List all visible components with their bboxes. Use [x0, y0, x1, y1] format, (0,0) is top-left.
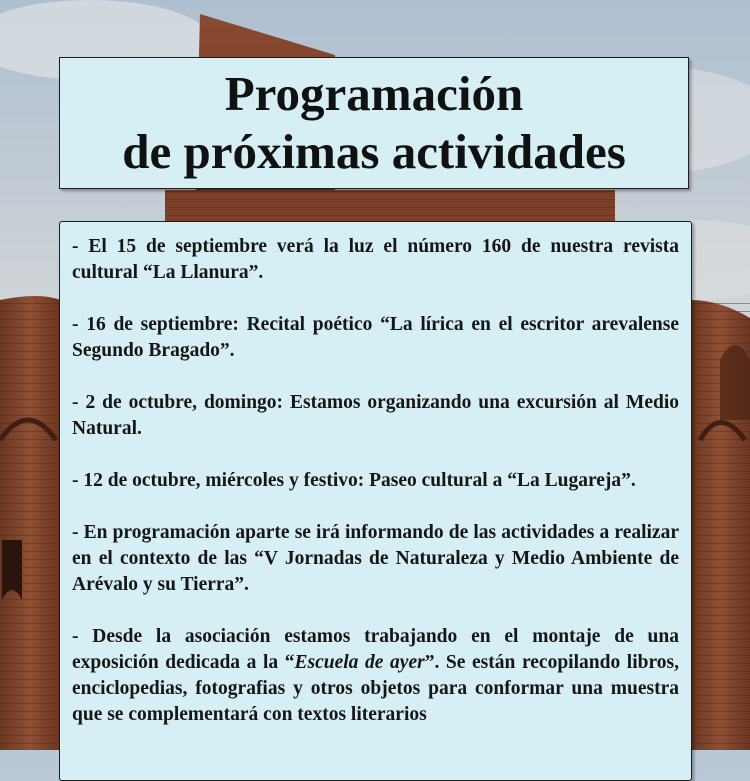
- activity-item: - En programación aparte se irá informando de las actividades a realizar en el contexto de las “V Jornadas de Naturaleza y Medio Ambiente de Arévalo y su Tierra”.: [72, 522, 679, 595]
- activity-text: - Desde la asociación estamos trabajando en el montaje de una exposición dedicada a la “: [72, 626, 679, 673]
- activity-item: - El 15 de septiembre verá la luz el número 160 de nuestra revista cultural “La Llanura”.: [72, 236, 679, 283]
- activity-item: - 12 de octubre, miércoles y festivo: Paseo cultural a “La Lugareja”.: [72, 470, 636, 491]
- activities-list: [59, 221, 692, 781]
- page-title-line-2: de próximas actividades: [122, 124, 626, 179]
- activity-text: ”. Se están recopilando libros, enciclopedias, fotografias y otros objetos para conformar una muestra que se complementará con textos literarios: [72, 652, 679, 725]
- page-title-line-1: Programación: [224, 66, 524, 121]
- activity-item: - 16 de septiembre: Recital poético “La lírica en el escritor arevalense Segundo Bragado”.: [72, 314, 679, 361]
- title-banner: [59, 57, 689, 189]
- activity-text-italic: Escuela de ayer: [294, 652, 425, 673]
- activity-item: [72, 624, 679, 728]
- activity-item: - 2 de octubre, domingo: Estamos organizando una excursión al Medio Natural.: [72, 392, 679, 439]
